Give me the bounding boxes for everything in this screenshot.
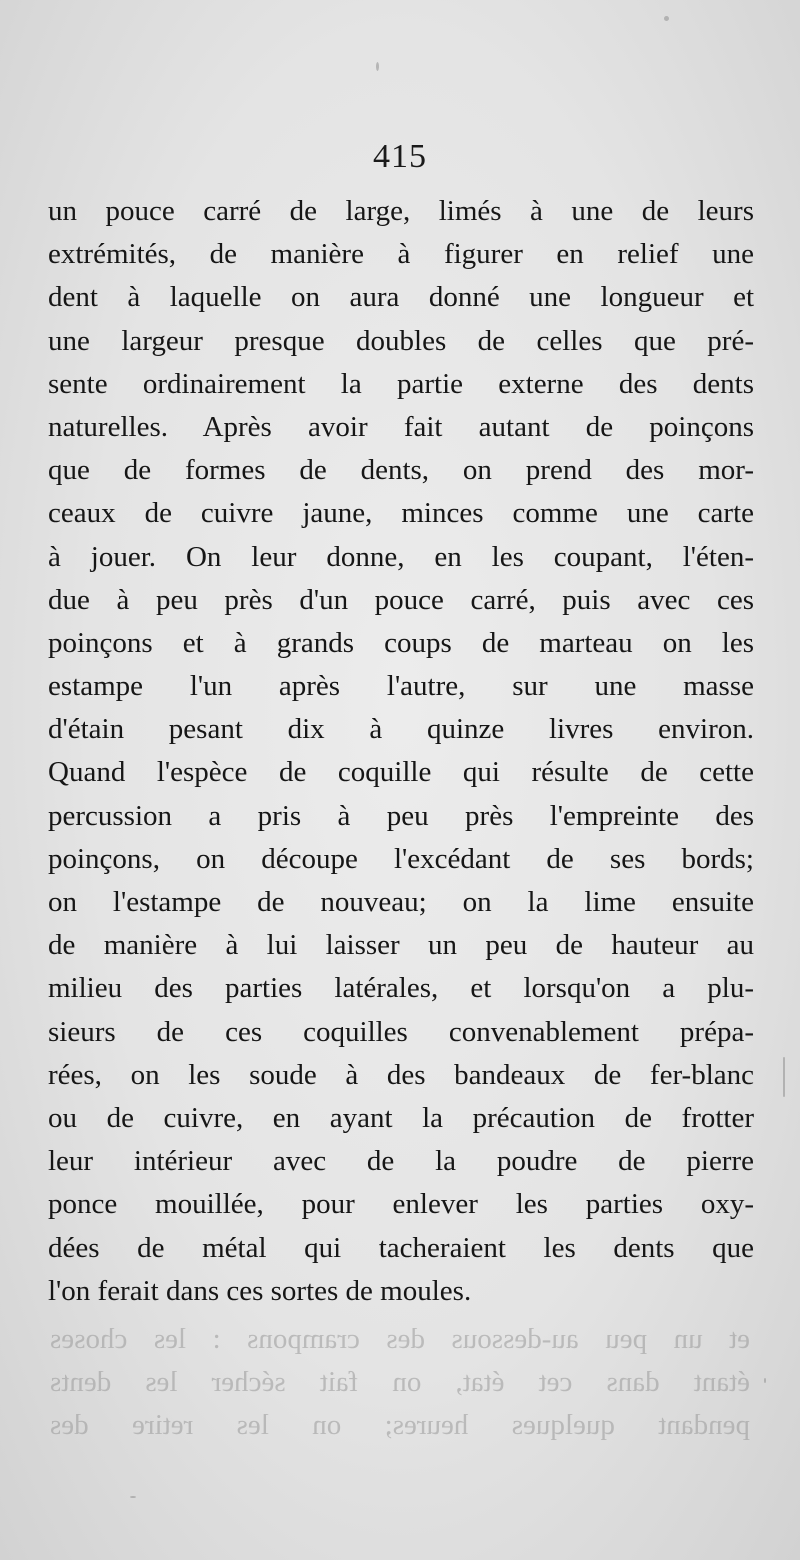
text-line: dent à laquelle on aura donné une longueur et: [48, 281, 754, 314]
paper-speck: [130, 1496, 136, 1498]
bleed-through-line: pendant quelques heures; on les retire des: [50, 1409, 750, 1441]
bleed-through-line: étant dans cet état, on fait sécher les dents: [50, 1366, 750, 1398]
text-line: on l'estampe de nouveau; on la lime ensuite: [48, 886, 754, 918]
text-line: une largeur presque doubles de celles que pré-: [48, 324, 754, 357]
text-line: l'on ferait dans ces sortes de moules.: [48, 1274, 472, 1307]
text-line: de manière à lui laisser un peu de hauteur au: [48, 929, 754, 962]
page-number: 415: [373, 138, 427, 175]
bleed-through-line: et un peu au-dessous des crampons : les choses: [50, 1323, 750, 1355]
text-line: Quand l'espèce de coquille qui résulte de cette: [48, 756, 754, 789]
text-line: sieurs de ces coquilles convenablement prépa-: [48, 1015, 754, 1048]
text-line: ceaux de cuivre jaune, minces comme une carte: [48, 497, 754, 530]
text-line: naturelles. Après avoir fait autant de poinçons: [48, 410, 754, 443]
paper-speck: [783, 1057, 785, 1097]
text-line: due à peu près d'un pouce carré, puis avec ces: [48, 583, 754, 616]
text-line: poinçons et à grands coups de marteau on les: [48, 626, 754, 659]
text-line: d'étain pesant dix à quinze livres environ.: [48, 713, 754, 746]
text-line: à jouer. On leur donne, en les coupant, l'éten-: [48, 540, 754, 573]
text-line: extrémités, de manière à figurer en relief une: [48, 238, 754, 271]
text-line: un pouce carré de large, limés à une de leurs: [48, 195, 754, 227]
text-line: ponce mouillée, pour enlever les parties oxy-: [48, 1188, 754, 1221]
bleed-through-text: [50, 1318, 750, 1447]
paper-speck: [664, 16, 669, 21]
paper-speck: [376, 62, 379, 71]
text-line: ou de cuivre, en ayant la précaution de frotter: [48, 1101, 754, 1134]
text-line: que de formes de dents, on prend des mor-: [48, 454, 754, 487]
text-line: poinçons, on découpe l'excédant de ses bords;: [48, 842, 754, 875]
paper-speck: [764, 1378, 766, 1383]
text-line: dées de métal qui tacheraient les dents que: [48, 1231, 754, 1264]
body-text: [48, 190, 754, 1313]
text-line: percussion a pris à peu près l'empreinte des: [48, 799, 754, 832]
text-line: milieu des parties latérales, et lorsqu'on a plu-: [48, 972, 754, 1005]
text-line: rées, on les soude à des bandeaux de fer-blanc: [48, 1058, 754, 1091]
text-line: leur intérieur avec de la poudre de pierre: [48, 1145, 754, 1178]
text-line: estampe l'un après l'autre, sur une masse: [48, 670, 754, 703]
text-line: sente ordinairement la partie externe des dents: [48, 367, 754, 400]
